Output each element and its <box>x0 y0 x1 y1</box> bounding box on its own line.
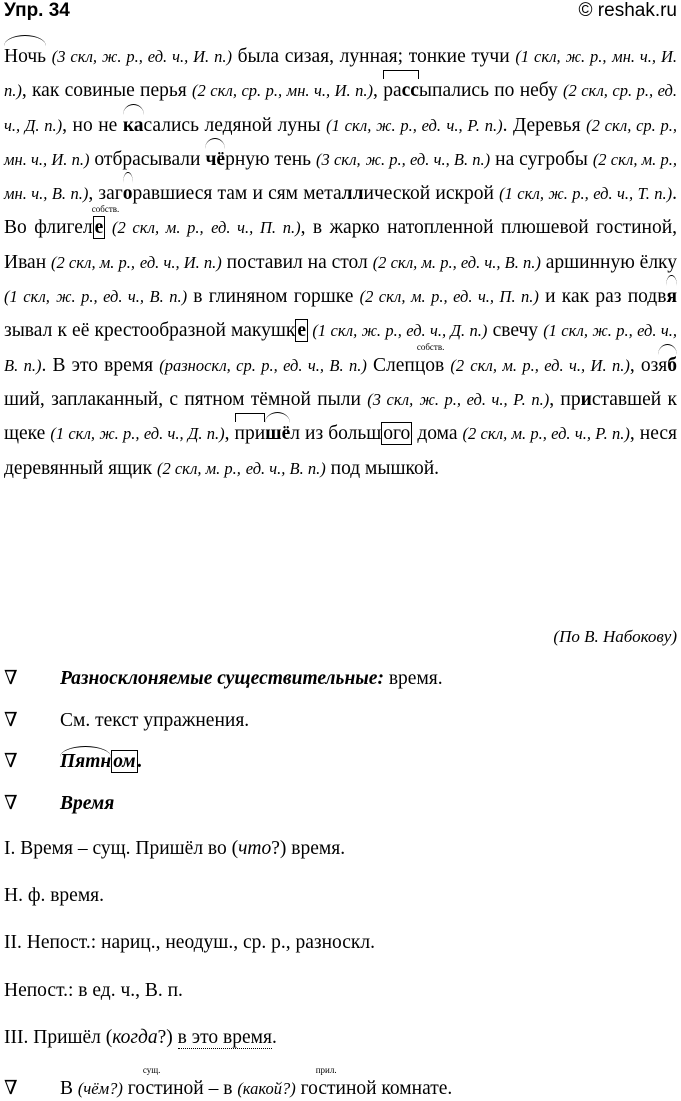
word-ozyabshiy-root: яб <box>658 349 677 383</box>
root-shel: шё <box>265 417 290 451</box>
prefix-pri: при <box>235 417 266 451</box>
ending-box: е <box>297 320 306 342</box>
ending-box: е <box>94 217 104 239</box>
analysis-line-3: II. Непост.: нариц., неодуш., ср. р., разноскл. <box>4 932 375 953</box>
triangle-bullet-icon: ∇ <box>4 793 18 814</box>
triangle-bullet-icon: ∇ <box>4 751 18 772</box>
word-podvyazyval-root: я <box>666 280 677 314</box>
task-item-2: ∇ См. текст упражнения. <box>4 710 250 731</box>
double-l: лл <box>341 183 364 205</box>
author-credit: (По В. Набокову) <box>553 627 677 646</box>
analysis-line-5: III. Пришёл (когда?) в это время. <box>4 1027 277 1048</box>
task-item-1: ∇ Разносклоняемые существительные: время. <box>4 668 443 689</box>
word-rassypalis-root: расс <box>383 74 419 108</box>
word-zagoravshiesya-root: о <box>123 177 133 211</box>
triangle-bullet-icon: ∇ <box>4 1078 18 1099</box>
analysis-line-4: Непост.: в ед. ч., В. п. <box>4 980 183 1001</box>
analysis-line-1: I. Время – сущ. Пришёл во (что?) время. <box>4 838 346 859</box>
proper-noun-tag: собств. <box>416 341 445 352</box>
last-line: ∇ В (чём?) гостиной – в сущ. (какой?) гостиной комнате. прил. <box>4 1065 453 1099</box>
word-kasalis-root: ка <box>123 109 144 143</box>
word-stem: Пятн <box>60 751 112 772</box>
triangle-bullet-icon: ∇ <box>4 668 18 689</box>
word-noch: Ночь <box>4 40 46 74</box>
page-header <box>4 0 677 22</box>
prefix-letter: и <box>580 388 592 410</box>
task-item-3: ∇ Пятн ом . <box>4 751 143 772</box>
triangle-bullet-icon: ∇ <box>4 710 18 731</box>
ending-box: ого <box>383 423 411 445</box>
exercise-text: Ночь (3 скл, ж. р., ед. ч., И. п.) была сизая, лунная; тонкие тучи (1 скл, ж. р., мн. ч., И. п.), как совиные перья (2 скл, ср. р., мн. ч., И. п.), рассыпались по небу (2 скл, ср. р., ед. ч., Д. п.), но не касались ледяной луны (1 скл, ж. р., ед. ч., Р. п.). Деревья (2 скл, ср. р., мн. ч., И. п.) отбрасывали чёрную тень (3 скл, ж. р., ед. ч., В. п.) на сугробы (2 скл, м. р., мн. ч., В. п.), загоравшиеся там и сям металлической искрой (1 скл, ж. р., ед. ч., Т. п.). Во флигел е собств. (2 скл, м. р., ед. ч., П. п.), в жарко натопленной плюшевой гостиной, Иван (2 скл, м. р., ед. ч., И. п.) поставил на стол (2 скл, м. р., ед. ч., В. п.) аршинную ёлку (1 скл, ж. р., ед. ч., В. п.) в глиняном горшке (2 скл, м. р., ед. ч., П. п.) и как раз подвязывал к её крестообразной макушк е (1 скл, ж. р., ед. ч., Д. п.) свечу (1 скл, ж. р., ед. ч., В. п.). В это время (разноскл, ср. р., ед. ч., В. п.) Слепцов собств. (2 скл, м. р., ед. ч., И. п.), озябший, заплаканный, с пятном тёмной пыли (3 скл, ж. р., ед. ч., Р. п.), приставшей к щеке (1 скл, ж. р., ед. ч., Д. п.), пришёл из больш ого дома (2 скл, м. р., ед. ч., Р. п.), неся деревянный ящик (2 скл, м. р., ед. ч., В. п.) под мышкой. <box>4 40 677 486</box>
part-of-speech-tag: прил. <box>315 1065 337 1075</box>
site-credit: © reshak.ru <box>578 0 677 21</box>
word-chernuyu-root: чё <box>205 143 225 177</box>
task-item-4: ∇ Время <box>4 793 115 814</box>
proper-noun-tag: собств. <box>91 204 120 215</box>
part-of-speech-tag: сущ. <box>142 1065 161 1075</box>
analysis-line-2: Н. ф. время. <box>4 885 105 906</box>
exercise-number: Упр. 34 <box>4 0 70 21</box>
ending-box: ом <box>113 751 136 772</box>
